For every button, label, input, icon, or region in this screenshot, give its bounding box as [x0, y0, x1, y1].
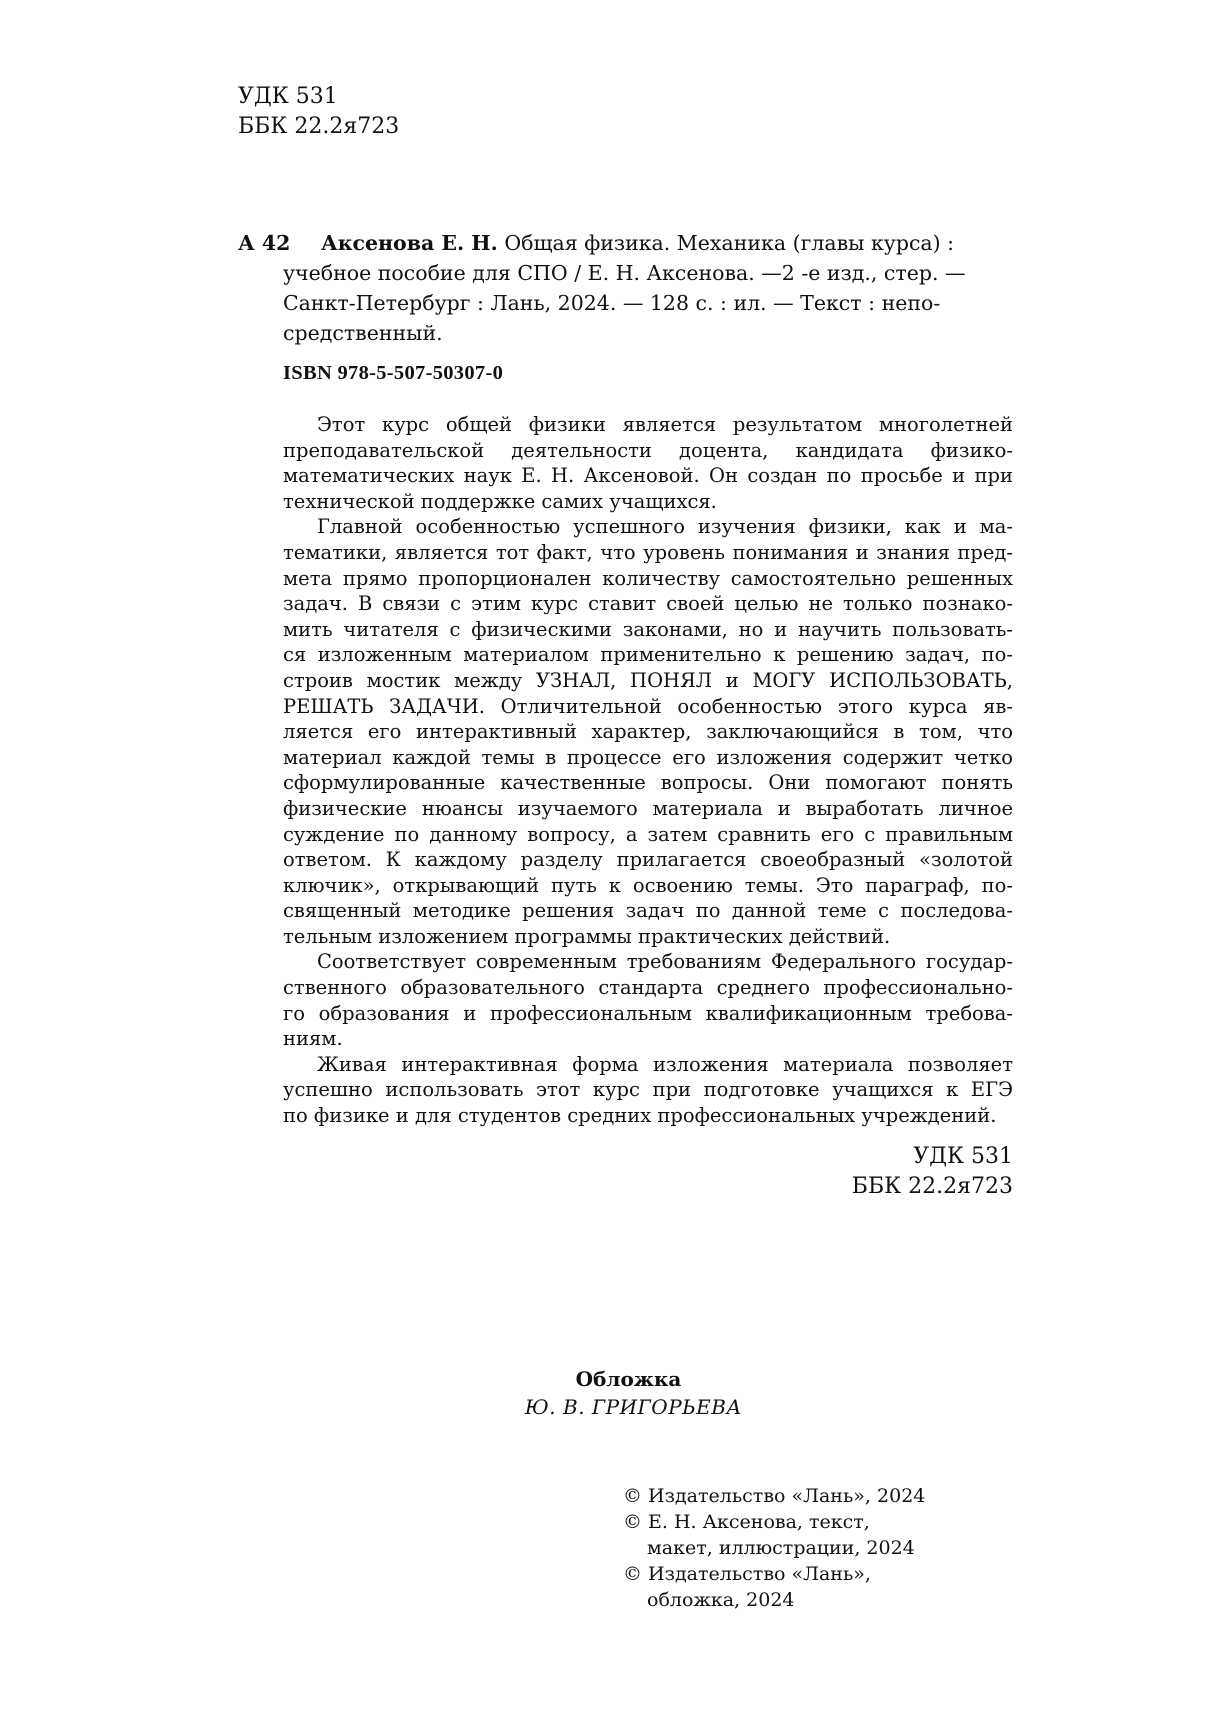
abstract-line: технической поддержке самих учащихся.: [283, 489, 717, 513]
abstract-line: Соответствует современным требованиям Федерального государ-: [317, 950, 1013, 974]
copyright-block: [623, 1483, 925, 1613]
abstract-line: Живая интерактивная форма изложения материала позволяет: [317, 1052, 1013, 1076]
abstract-line: математических наук Е. Н. Аксеновой. Он создан по просьбе и при: [283, 464, 1013, 488]
abstract-line: ниям.: [283, 1027, 343, 1051]
abstract-line: ответом. К каждому разделу прилагается своеобразный «золотой: [283, 848, 1013, 872]
abstract-line: Этот курс общей физики является результатом многолетней: [317, 413, 1013, 436]
udk-code-bottom: УДК 531: [913, 1144, 1013, 1169]
abstract-line: ственного образовательного стандарта среднего профессионально-: [283, 976, 1013, 1000]
cover-designer: Ю. В. ГРИГОРЬЕВА: [524, 1395, 743, 1419]
abstract-line: задач. В связи с этим курс ставит своей целью не только познако-: [283, 592, 1013, 616]
classification-bottom: [852, 1142, 1013, 1202]
abstract-line: мета прямо пропорционален количеству самостоятельно решенных: [283, 566, 1013, 590]
abstract-line: успешно использовать этот курс при подготовке учащихся к ЕГЭ: [283, 1078, 1013, 1102]
abstract-line: священный методике решения задач по данной теме с последова-: [283, 899, 1013, 923]
abstract-line: Главной особенностью успешного изучения физики, как и ма-: [317, 515, 1013, 539]
biblio-line-4: средственный.: [283, 321, 443, 345]
abstract-line: тельным изложением программы практических действий.: [283, 924, 891, 948]
bbk-code-bottom: ББК 22.2я723: [851, 1174, 1013, 1199]
bbk-code: ББК 22.2я723: [238, 114, 400, 139]
biblio-title: Общая физика. Механика (главы курса) :: [504, 231, 955, 255]
cover-label: Обложка: [575, 1367, 682, 1391]
author-mark: А 42: [238, 231, 291, 255]
abstract: [283, 412, 1013, 1129]
biblio-line-2: учебное пособие для СПО / Е. Н. Аксенова. —2 -е изд., стер. —: [283, 261, 966, 285]
abstract-line: материал каждой темы в процессе его изложения содержит четко: [283, 745, 1013, 769]
abstract-line: сформулированные качественные вопросы. Они помогают понять: [283, 771, 1013, 795]
abstract-line: РЕШАТЬ ЗАДАЧИ. Отличительной особенностью этого курса яв-: [283, 694, 1013, 718]
abstract-line: тематики, является тот факт, что уровень понимания и знания пред-: [283, 540, 1013, 564]
abstract-line: мить читателя с физическими законами, но и научить пользовать-: [283, 617, 1013, 641]
abstract-line: строив мостик между УЗНАЛ, ПОНЯЛ и МОГУ ИСПОЛЬЗОВАТЬ,: [283, 668, 1013, 692]
biblio-line-3: Санкт-Петербург : Лань, 2024. — 128 с. : ил. — Текст : непо-: [283, 291, 941, 315]
abstract-line: ляется его интерактивный характер, заключающийся в том, что: [283, 720, 1013, 744]
udk-code: УДК 531: [238, 84, 338, 109]
author-name: Аксенова Е. Н.: [321, 231, 498, 255]
abstract-line: ся изложенным материалом применительно к решению задач, по-: [283, 643, 1013, 667]
copyright-item: © Е. Н. Аксенова, текст,: [623, 1511, 870, 1533]
bibliographic-record: [238, 228, 1018, 348]
copyright-item-cont: макет, иллюстрации, 2024: [647, 1537, 915, 1559]
copyright-item: © Издательство «Лань», 2024: [623, 1485, 926, 1507]
copyright-item-cont: обложка, 2024: [647, 1589, 795, 1611]
abstract-line: преподавательской деятельности доцента, кандидата физико-: [283, 438, 1013, 462]
copyright-item: © Издательство «Лань»,: [623, 1563, 871, 1585]
abstract-line: по физике и для студентов средних профессиональных учреждений.: [283, 1104, 997, 1128]
abstract-line: го образования и профессиональным квалификационным требова-: [283, 1001, 1013, 1025]
isbn: ISBN 978-5-507-50307-0: [283, 362, 504, 384]
abstract-line: ключик», открывающий путь к освоению темы. Это параграф, по-: [283, 873, 1013, 897]
biblio-line-1: [321, 228, 1018, 258]
abstract-line: физические нюансы изучаемого материала и выработать личное: [283, 796, 1013, 820]
classification-top: [238, 82, 399, 142]
cover-credit: [0, 1365, 1211, 1421]
abstract-line: суждение по данному вопросу, а затем сравнить его с правильным: [283, 822, 1013, 846]
